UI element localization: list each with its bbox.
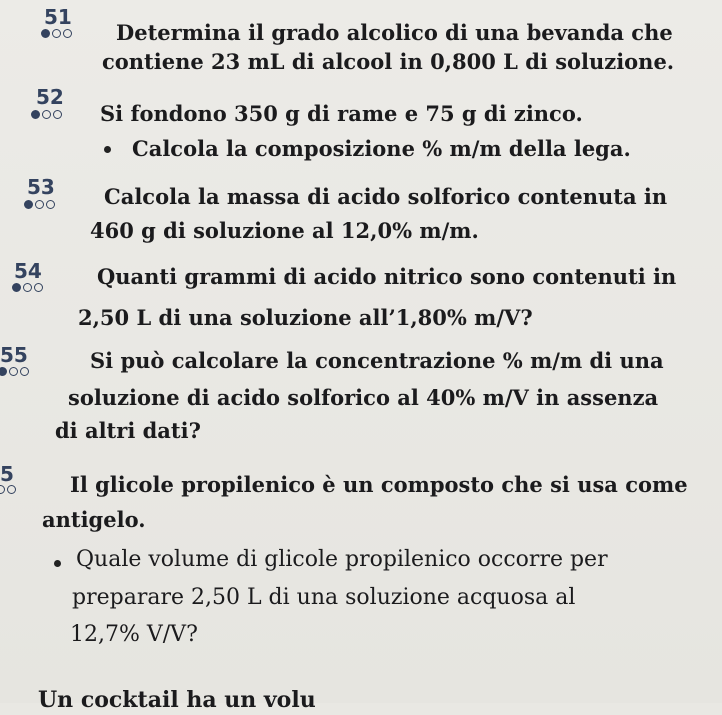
exercise-text-line: 2,50 L di una soluzione all’1,80% m/V?	[78, 305, 533, 330]
exercise-text-line: 460 g di soluzione al 12,0% m/m.	[90, 218, 479, 243]
empty-dot-icon	[34, 283, 43, 292]
empty-dot-icon	[23, 283, 32, 292]
bullet-text-line: Quale volume di glicole propilenico occorre per	[76, 547, 608, 572]
exercise-text-line: Quanti grammi di acido nitrico sono contenuti in	[97, 264, 677, 289]
bullet-icon	[104, 146, 111, 153]
empty-dot-icon	[0, 485, 5, 494]
exercise-text-line: di altri dati?	[55, 418, 201, 443]
exercise-text-line: antigelo.	[42, 507, 146, 532]
empty-dot-icon	[7, 485, 16, 494]
empty-dot-icon	[53, 110, 62, 119]
bullet-text-line: preparare 2,50 L di una soluzione acquosa al	[72, 585, 576, 610]
filled-dot-icon	[12, 283, 21, 292]
empty-dot-icon	[42, 110, 51, 119]
exercise-text-line: Il glicole propilenico è un composto che si usa come	[70, 472, 688, 497]
exercise-number: 54	[14, 259, 42, 283]
difficulty-indicator	[41, 29, 72, 38]
bullet-text: Calcola la composizione % m/m della lega.	[132, 136, 631, 161]
exercise-number: 51	[44, 5, 72, 29]
exercise-text-line: Si può calcolare la concentrazione % m/m di una	[90, 348, 664, 373]
empty-dot-icon	[46, 200, 55, 209]
exercise-number: 55	[0, 343, 28, 367]
empty-dot-icon	[63, 29, 72, 38]
exercise-number: 5	[0, 462, 14, 486]
empty-dot-icon	[20, 367, 29, 376]
exercise-number: 53	[27, 175, 55, 199]
difficulty-indicator	[24, 200, 55, 209]
bullet-icon	[54, 560, 61, 567]
filled-dot-icon	[0, 367, 7, 376]
filled-dot-icon	[24, 200, 33, 209]
exercise-number: 52	[36, 85, 64, 109]
empty-dot-icon	[35, 200, 44, 209]
exercise-text-line: Si fondono 350 g di rame e 75 g di zinco.	[100, 101, 583, 126]
exercise-text-line: contiene 23 mL di alcool in 0,800 L di soluzione.	[102, 49, 675, 74]
filled-dot-icon	[31, 110, 40, 119]
exercise-text-line: soluzione di acido solforico al 40% m/V in assenza	[68, 385, 659, 410]
difficulty-indicator	[31, 110, 62, 119]
exercise-text-line: Calcola la massa di acido solforico contenuta in	[104, 184, 668, 209]
bullet-text-line: 12,7% V/V?	[70, 622, 198, 647]
difficulty-indicator	[0, 367, 29, 376]
empty-dot-icon	[9, 367, 18, 376]
difficulty-indicator	[0, 485, 16, 494]
empty-dot-icon	[52, 29, 61, 38]
filled-dot-icon	[41, 29, 50, 38]
difficulty-indicator	[12, 283, 43, 292]
cut-off-text: Un cocktail ha un volu	[38, 687, 316, 713]
exercise-text-line: Determina il grado alcolico di una bevanda che	[116, 20, 673, 45]
